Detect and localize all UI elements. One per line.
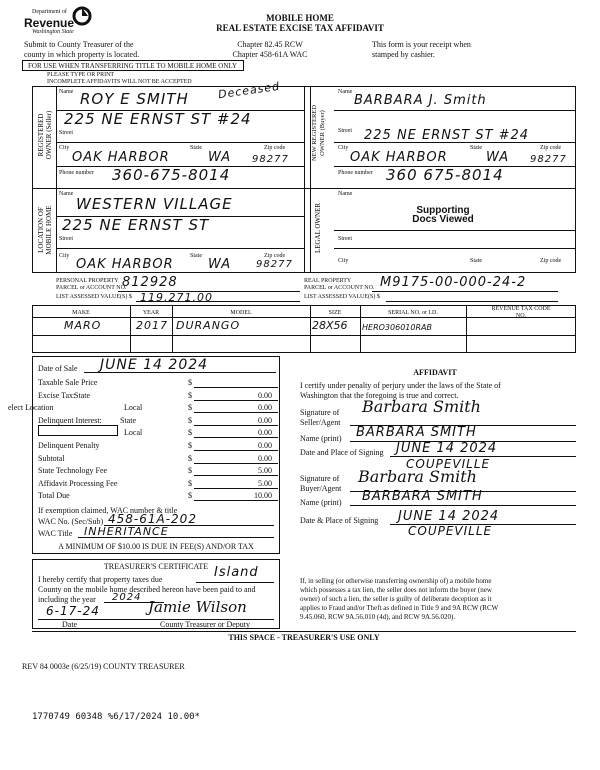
tax-row-sublabel: State xyxy=(74,391,90,400)
form-id: REV 84 0003e (6/25/19) COUNTY TREASURER xyxy=(22,662,185,671)
buyer-city-value: OAK HARBOR xyxy=(350,150,448,165)
cell-size: 28X56 xyxy=(312,319,348,332)
location-name-value: WESTERN VILLAGE xyxy=(76,195,233,213)
seller-state-value: WA xyxy=(208,150,232,165)
tax-row-amount: 0.00 xyxy=(258,441,272,450)
pp-label-1: PERSONAL PROPERTY xyxy=(56,278,119,284)
col-make: MAKE xyxy=(72,310,90,316)
treasurer-line-3: including the year xyxy=(38,595,96,604)
seller-city-value: OAK HARBOR xyxy=(72,150,170,165)
logo-dept-line: Department of xyxy=(32,9,67,15)
tax-row-amount: 0.00 xyxy=(258,403,272,412)
cell-model: DURANGO xyxy=(176,319,241,332)
tax-row-dollar: $ xyxy=(188,378,192,387)
buyer-state-value: WA xyxy=(486,150,510,165)
tax-row-dollar: $ xyxy=(188,479,192,488)
seller-side-label-2: OWNER (Seller) xyxy=(45,110,53,160)
date-of-sale-value: JUNE 14 2024 xyxy=(100,357,209,373)
submit-line1: Submit to County Treasurer of the xyxy=(24,40,134,49)
wac-title-value: INHERITANCE xyxy=(84,525,169,538)
treasurer-signature: Jamie Wilson xyxy=(148,598,247,616)
pp-label-2: PARCEL or ACCOUNT NO. xyxy=(56,285,127,291)
location-side-label xyxy=(37,190,53,270)
location-state-value: WA xyxy=(208,257,232,272)
minimum-due-note: A MINIMUM OF $10.00 IS DUE IN FEE(S) AND/OR TAX xyxy=(58,542,254,551)
location-select-box[interactable] xyxy=(38,425,118,436)
tax-row-sublabel: Local xyxy=(124,403,143,412)
buyer-name-value: BARBARA J. Smith xyxy=(354,93,487,108)
buyer-phone-value: 360 675-8014 xyxy=(386,166,504,184)
cell-serial: HERO306010RAB xyxy=(362,323,432,332)
tax-row-dollar: $ xyxy=(188,454,192,463)
affidavit-text-1: I certify under penalty of perjury under the laws of the State of xyxy=(300,381,501,390)
seller-place-value: COUPEVILLE xyxy=(406,457,491,471)
affidavit-title: AFFIDAVIT xyxy=(413,368,457,377)
buyer-state-label: State xyxy=(470,145,482,151)
col-year: YEAR xyxy=(142,310,160,316)
location-name-label: Name xyxy=(59,191,74,197)
buyer-sig-label-1: Signature of xyxy=(300,474,340,483)
receipt-note-line2: stamped by cashier. xyxy=(372,50,435,59)
seller-state-label: State xyxy=(190,145,202,151)
seller-zip-value: 98277 xyxy=(252,154,289,165)
tax-row-amount: 0.00 xyxy=(258,391,272,400)
location-side-label-1: LOCATION OF xyxy=(37,207,45,253)
seller-phone-value: 360-675-8014 xyxy=(112,166,231,184)
buyer-place-value: COUPEVILLE xyxy=(408,524,493,538)
pp-parcel-value: 812928 xyxy=(122,275,178,290)
cell-make: MARO xyxy=(64,319,102,332)
col-serial: SERIAL NO. or I.D. xyxy=(388,310,438,316)
location-state-label: State xyxy=(190,253,202,259)
seller-side-label xyxy=(37,95,53,175)
transfer-banner xyxy=(22,60,244,71)
buyer-signature: Barbara Smith xyxy=(358,467,477,486)
tax-row-amount: 10.00 xyxy=(254,491,272,500)
tax-row-label: State Technology Fee xyxy=(38,466,108,475)
buyer-sig-label-2: Buyer/Agent xyxy=(300,484,342,493)
form-title-line1: MOBILE HOME xyxy=(266,13,334,23)
chapter-rcw: Chapter 82.45 RCW xyxy=(237,40,303,49)
seller-name-value: ROY E SMITH xyxy=(80,90,189,108)
tax-row-label: Delinquent Penalty xyxy=(38,441,100,450)
seller-sig-label-1: Signature of xyxy=(300,408,340,417)
wac-title-label: WAC Title xyxy=(38,529,73,538)
buyer-side-label-2: OWNER (Buyer) xyxy=(319,110,326,156)
treasurer-line-2: County on the mobile home described hereon have been paid to and xyxy=(38,585,256,594)
cashier-receipt-stamp: 1770749 60348 %6/17/2024 10.00* xyxy=(32,712,200,722)
seller-date-label: Date and Place of Signing xyxy=(300,448,384,457)
supporting-docs-stamp xyxy=(398,206,488,224)
print-instruction: PLEASE TYPE OR PRINT xyxy=(47,72,115,78)
legal-city-label: City xyxy=(338,258,349,264)
tax-row-label: Taxable Sale Price xyxy=(38,378,98,387)
warning-line-5: 9.45.060, RCW 9A.56.010 (4d), and RCW 9A.56.020). xyxy=(300,613,456,621)
seller-street-label: Street xyxy=(59,130,73,136)
warning-line-1: If, in selling (or otherwise transferring ownership of) a mobile home xyxy=(300,577,492,585)
treasurer-line-1: I hereby certify that property taxes due xyxy=(38,575,163,584)
transfer-banner-text: FOR USE WHEN TRANSFERRING TITLE TO MOBILE HOME ONLY xyxy=(28,62,238,70)
logo-state-line: Washington State xyxy=(32,29,74,35)
tax-row-amount: 5.00 xyxy=(258,466,272,475)
treasurer-title: TREASURER'S CERTIFICATE xyxy=(103,562,209,571)
treasurer-year-value: 2024 xyxy=(112,592,142,603)
seller-phone-label: Phone number xyxy=(59,170,94,176)
location-city-label: City xyxy=(59,253,70,259)
tax-row-label: Affidavit Processing Fee xyxy=(38,479,118,488)
seller-name-print-label: Name (print) xyxy=(300,434,342,443)
wac-no-label: WAC No. (Sec/Sub) xyxy=(38,517,104,526)
seller-city-label: City xyxy=(59,145,70,151)
logo-mark-icon xyxy=(72,6,92,26)
seller-side-label-1: REGISTERED xyxy=(37,113,45,157)
submit-line2: county in which property is located. xyxy=(24,50,140,59)
buyer-date-value: JUNE 14 2024 xyxy=(398,509,500,524)
buyer-zip-label: Zip code xyxy=(540,145,562,151)
location-city-value: OAK HARBOR xyxy=(76,257,174,272)
buyer-name-print-value: BARBARA SMITH xyxy=(362,489,483,504)
tax-row-label: Excise Tax: xyxy=(38,391,76,400)
tax-row-dollar: $ xyxy=(188,491,192,500)
legal-zip-label: Zip code xyxy=(540,258,562,264)
logo-revenue-word: Revenue xyxy=(24,16,75,30)
tax-row-amount: 5.00 xyxy=(258,479,272,488)
tax-row-sublabel: State xyxy=(120,416,136,425)
form-title-line2: REAL ESTATE EXCISE TAX AFFIDAVIT xyxy=(216,23,384,33)
warning-line-3: owner) of such a lien, the seller is guilty of deliberate deception as it xyxy=(300,595,492,603)
incomplete-warning: INCOMPLETE AFFIDAVITS WILL NOT BE ACCEPTED xyxy=(47,79,192,85)
treasurer-sig-label: County Treasurer or Deputy xyxy=(160,620,250,629)
select-location-label: elect Location xyxy=(8,403,54,412)
buyer-street-value: 225 NE ERNST ST #24 xyxy=(364,128,530,143)
treasurer-county-value: Island xyxy=(214,565,259,580)
legal-state-label: State xyxy=(470,258,482,264)
legal-owner-side-label: LEGAL OWNER xyxy=(314,202,322,254)
tax-row-dollar: $ xyxy=(188,416,192,425)
receipt-note-line1: This form is your receipt when xyxy=(372,40,471,49)
rp-assessed-label: LIST ASSESSED VALUE(S) $ xyxy=(304,294,380,300)
rp-label-1: REAL PROPERTY xyxy=(304,278,352,284)
buyer-side-label-1: NEW REGISTERED xyxy=(311,104,318,162)
revenue-logo xyxy=(22,6,94,40)
exemption-line: If exemption claimed, WAC number & title xyxy=(38,506,178,515)
location-street-label: Street xyxy=(59,236,73,242)
seller-zip-label: Zip code xyxy=(264,145,286,151)
tax-row-dollar: $ xyxy=(188,391,192,400)
legal-street-label: Street xyxy=(338,236,352,242)
tax-row-dollar: $ xyxy=(188,441,192,450)
seller-signature: Barbara Smith xyxy=(362,397,481,416)
tax-row-amount: 0.00 xyxy=(258,428,272,437)
location-side-label-2: MOBILE HOME xyxy=(45,205,53,255)
tax-row-label: Delinquent Interest: xyxy=(38,416,102,425)
buyer-side-label xyxy=(311,88,327,178)
tax-row-label: Subtotal xyxy=(38,454,65,463)
buyer-name-label: Name xyxy=(338,89,353,95)
rp-parcel-value: M9175-00-000-24-2 xyxy=(380,275,527,290)
stamp-line-2: Docs Viewed xyxy=(412,214,474,225)
location-zip-label: Zip code xyxy=(264,253,286,259)
treasurer-date-value: 6-17-24 xyxy=(46,604,100,618)
seller-date-value: JUNE 14 2024 xyxy=(396,441,498,456)
pp-assessed-label: LIST ASSESSED VALUE(S) $ xyxy=(56,294,132,300)
date-of-sale-label: Date of Sale xyxy=(38,364,78,373)
seller-name-print-value: BARBARA SMITH xyxy=(356,425,477,440)
buyer-phone-label: Phone number xyxy=(338,170,373,176)
seller-name-label: Name xyxy=(59,89,74,95)
legal-name-label: Name xyxy=(338,191,353,197)
col-model: MODEL xyxy=(230,310,252,316)
warning-line-4: applies to Fraud and/or Theft as defined in Title 9 and 9A RCW (RCW xyxy=(300,604,499,612)
warning-line-2: which possesses a tax lien, the seller does not inform the buyer (new xyxy=(300,586,492,594)
location-zip-value: 98277 xyxy=(256,259,293,270)
col-size: SIZE xyxy=(328,310,342,316)
wac-no-value: 458-61A-202 xyxy=(108,512,197,526)
tax-row-dollar: $ xyxy=(188,403,192,412)
treasurer-date-label: Date xyxy=(62,620,78,629)
treasurer-use-only: THIS SPACE - TREASURER'S USE ONLY xyxy=(228,633,380,642)
seller-sig-label-2: Seller/Agent xyxy=(300,418,341,427)
location-street-value: 225 NE ERNST ST xyxy=(62,216,210,234)
buyer-name-print-label: Name (print) xyxy=(300,498,342,507)
buyer-street-label: Street xyxy=(338,128,352,134)
chapter-wac: Chapter 458-61A WAC xyxy=(232,50,308,59)
tax-row-dollar: $ xyxy=(188,428,192,437)
cell-year: 2017 xyxy=(136,319,168,332)
tax-row-amount: 0.00 xyxy=(258,416,272,425)
seller-street-value: 225 NE ERNST ST #24 xyxy=(64,110,252,128)
rp-label-2: PARCEL or ACCOUNT NO. xyxy=(304,285,375,291)
tax-row-label: Total Due xyxy=(38,491,70,500)
tax-row-sublabel: Local xyxy=(124,428,143,437)
tax-row-amount: 0.00 xyxy=(258,454,272,463)
col-revenue-code: REVENUE TAX CODE NO. xyxy=(491,306,551,319)
seller-deceased-note: Deceased xyxy=(217,79,281,102)
buyer-date-label: Date & Place of Signing xyxy=(300,516,379,525)
buyer-city-label: City xyxy=(338,145,349,151)
affidavit-text-2: Washington that the foregoing is true and correct. xyxy=(300,391,459,400)
pp-assessed-value: 119,271.00 xyxy=(140,291,213,304)
tax-row-dollar: $ xyxy=(188,466,192,475)
buyer-zip-value: 98277 xyxy=(530,154,567,165)
stamp-line-1: Supporting xyxy=(416,205,470,216)
